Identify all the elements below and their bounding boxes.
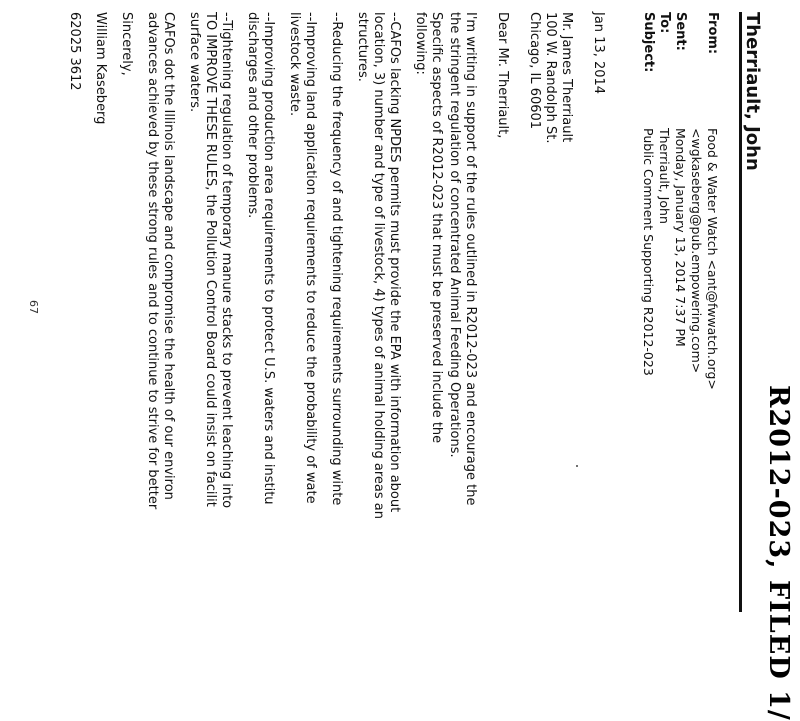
from-value-2: <wgkaseberg@pub.empowering.com> bbox=[689, 128, 704, 374]
body-line: --CAFOs lacking NPDES permits must provide the EPA with information about bbox=[387, 12, 402, 513]
filing-stamp: R2012-023, FILED 1/ bbox=[763, 385, 794, 721]
body-line: location, 3) number and type of livestock, 4) types of animal holding areas an bbox=[371, 12, 386, 519]
body-line: Specific aspects of R2012-023 that must be preserved include the bbox=[429, 12, 444, 444]
address-line: Mr. James Therriault bbox=[559, 12, 574, 143]
signer-zip: 62025 3612 bbox=[67, 12, 82, 91]
signer-name: William Kaseberg bbox=[93, 12, 108, 125]
from-label: From: bbox=[705, 12, 720, 55]
to-label: To: bbox=[657, 12, 672, 34]
body-line: structures. bbox=[355, 12, 370, 82]
subject-value: Public Comment Supporting R2012-023 bbox=[641, 128, 656, 376]
body-line: --Improving land application requirements to reduce the probability of wate bbox=[303, 12, 318, 504]
body-line: --Tightening regulation of temporary manure stacks to prevent leaching into bbox=[219, 12, 234, 509]
sent-label: Sent: bbox=[673, 12, 688, 51]
body-line: surface waters. bbox=[187, 12, 202, 113]
from-name: Therriault, John bbox=[742, 12, 763, 171]
body-line: CAFOs dot the Illinois landscape and compromise the health of our environ bbox=[161, 12, 176, 500]
body-line: livestock waste. bbox=[287, 12, 302, 117]
page-number: 67 bbox=[27, 300, 40, 314]
address-line: 100 W. Randolph St. bbox=[543, 12, 558, 144]
sent-value: Monday, January 13, 2014 7:37 PM bbox=[673, 128, 688, 347]
body-line: I'm writing in support of the rules outlined in R2012-023 and encourage the bbox=[463, 12, 478, 506]
subject-label: Subject: bbox=[641, 12, 656, 73]
body-line: advances achieved by these strong rules and to continue to strive for better bbox=[145, 12, 160, 510]
salutation: Dear Mr. Therriault, bbox=[495, 12, 510, 139]
body-line: --Reducing the frequency of and tightening requirements surrounding winte bbox=[329, 12, 344, 506]
body-line: discharges and other problems. bbox=[245, 12, 260, 219]
address-line: Chicago, IL 60601 bbox=[527, 12, 542, 130]
signoff: Sincerely, bbox=[119, 12, 134, 76]
body-line: the stringent regulation of concentrated Animal Feeding Operations. bbox=[447, 12, 462, 458]
scan-speck bbox=[576, 465, 578, 467]
body-line: --Improving production area requirements to protect U.S. waters and institu bbox=[261, 12, 276, 505]
body-line: following: bbox=[413, 12, 428, 75]
body-line: TO IMPROVE THESE RULES, the Pollution Control Board could insist on facilit bbox=[203, 12, 218, 507]
to-value: Therriault, John bbox=[657, 128, 672, 224]
from-value: Food & Water Watch <ant@fwwatch.org> bbox=[705, 128, 720, 390]
letter-date: Jan 13, 2014 bbox=[591, 12, 606, 95]
header-rule bbox=[739, 12, 742, 612]
